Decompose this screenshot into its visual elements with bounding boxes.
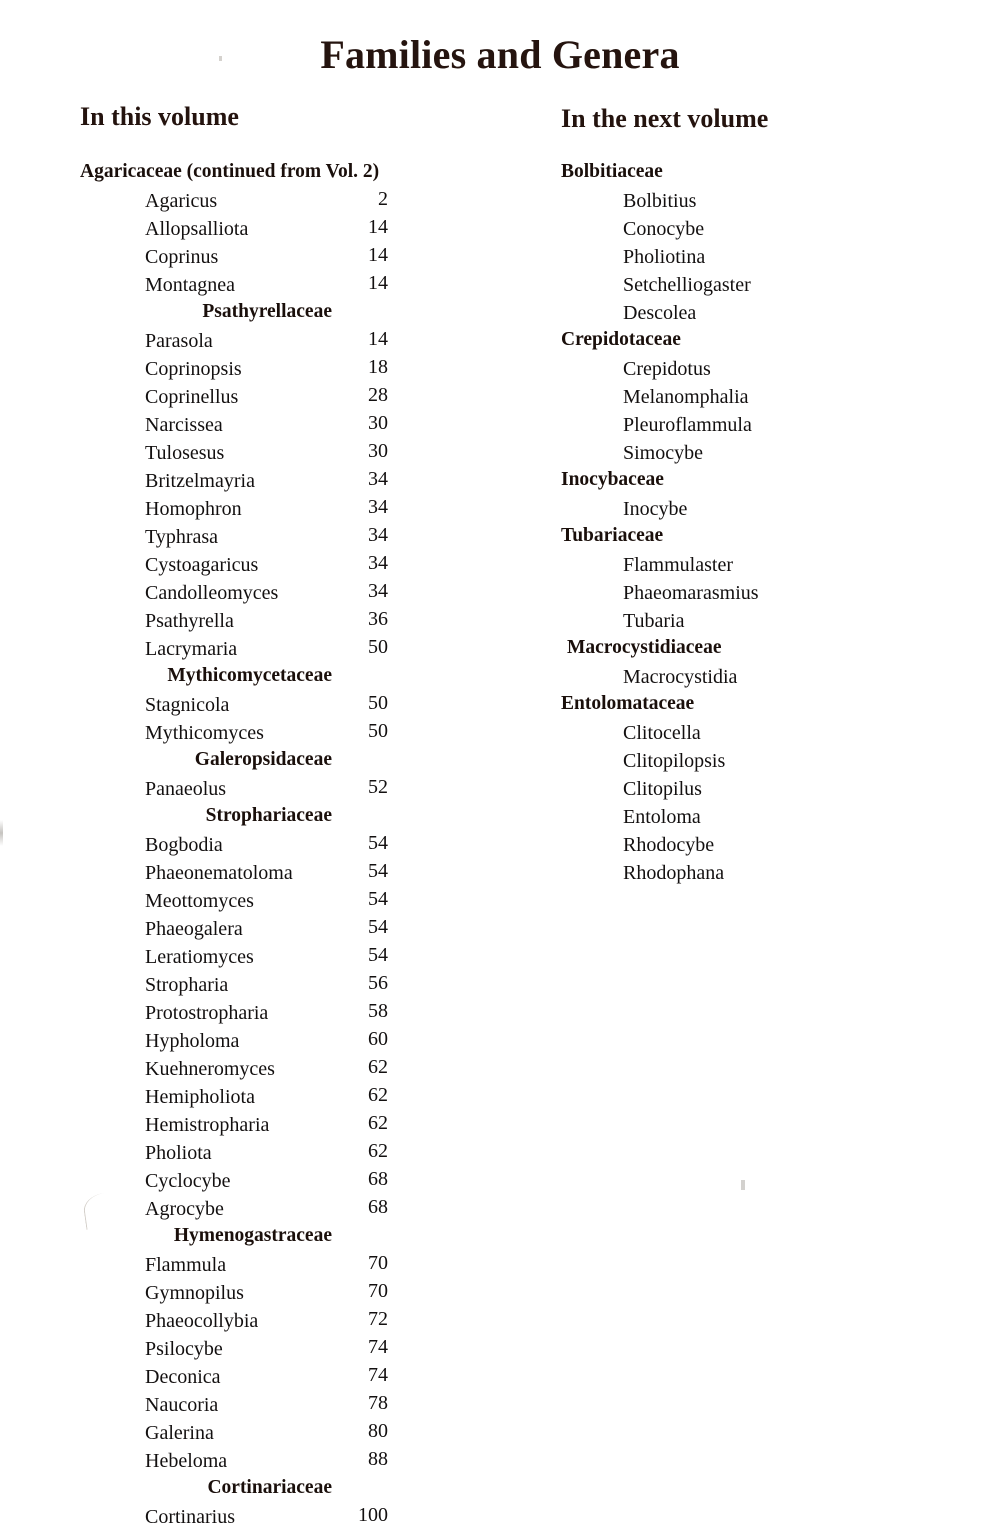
genus-page-number: 60 (368, 1028, 388, 1050)
genus-row (561, 776, 891, 804)
genus-row (561, 384, 891, 412)
genus-row (80, 1280, 400, 1308)
genus-name: Tulosesus (145, 442, 225, 464)
family-heading: Hymenogastraceae (173, 1225, 332, 1246)
genus-page-number: 14 (368, 328, 388, 350)
genus-name: Melanomphalia (623, 386, 749, 408)
genus-name: Protostropharia (145, 1002, 269, 1024)
genus-name: Parasola (145, 330, 213, 352)
genus-row (80, 216, 400, 244)
genus-page-number: 34 (368, 580, 388, 602)
genus-page-number: 14 (368, 244, 388, 266)
genus-page-number: 54 (368, 888, 388, 910)
genus-row (561, 748, 891, 776)
genus-name: Clitopilopsis (623, 750, 726, 772)
genus-row (80, 1028, 400, 1056)
genus-row (80, 776, 400, 804)
genus-page-number: 54 (368, 944, 388, 966)
genus-row (561, 580, 891, 608)
column-header-next-volume: In the next volume (561, 104, 769, 133)
genus-name: Britzelmayria (145, 470, 255, 492)
genus-page-number: 30 (368, 412, 388, 434)
family-heading: Entolomataceae (561, 693, 695, 714)
genus-name: Crepidotus (623, 358, 711, 380)
genus-page-number: 34 (368, 524, 388, 546)
genus-name: Bolbitius (623, 190, 697, 212)
genus-row (80, 1504, 400, 1532)
genus-name: Coprinus (145, 246, 219, 268)
genus-name: Meottomyces (145, 890, 254, 912)
genus-page-number: 72 (368, 1308, 388, 1330)
genus-page-number: 68 (368, 1168, 388, 1190)
genus-name: Mythicomyces (145, 722, 264, 744)
genus-page-number: 36 (368, 608, 388, 630)
family-heading: Psathyrellaceae (202, 301, 332, 322)
genus-row (80, 608, 400, 636)
genus-page-number: 56 (368, 972, 388, 994)
column-this-volume (80, 160, 400, 1532)
genus-page-number: 58 (368, 1000, 388, 1022)
genus-page-number: 34 (368, 552, 388, 574)
genus-name: Montagnea (145, 274, 235, 296)
genus-row (80, 1140, 400, 1168)
genus-page-number: 78 (368, 1392, 388, 1414)
genus-row (561, 244, 891, 272)
genus-row (80, 1252, 400, 1280)
genus-page-number: 88 (368, 1448, 388, 1470)
genus-name: Naucoria (145, 1394, 219, 1416)
genus-name: Coprinopsis (145, 358, 242, 380)
genus-page-number: 34 (368, 496, 388, 518)
genus-page-number: 62 (368, 1056, 388, 1078)
genus-row (561, 216, 891, 244)
genus-row (80, 860, 400, 888)
genus-page-number: 14 (368, 216, 388, 238)
genus-name: Bogbodia (145, 834, 223, 856)
genus-name: Cortinarius (145, 1506, 235, 1528)
genus-name: Hebeloma (145, 1450, 228, 1472)
genus-row (80, 1308, 400, 1336)
genus-row (561, 440, 891, 468)
family-heading: Tubariaceae (561, 525, 664, 546)
genus-row (80, 1000, 400, 1028)
genus-row (80, 1420, 400, 1448)
genus-row (80, 384, 400, 412)
genus-name: Rhodocybe (623, 834, 715, 856)
genus-row (80, 328, 400, 356)
genus-name: Agrocybe (145, 1198, 224, 1220)
genus-row (80, 1392, 400, 1420)
family-heading: Macrocystidiaceae (567, 637, 722, 658)
genus-page-number: 70 (368, 1252, 388, 1274)
genus-row (80, 468, 400, 496)
genus-name: Pholiota (145, 1142, 212, 1164)
genus-page-number: 52 (368, 776, 388, 798)
genus-name: Tubaria (623, 610, 685, 632)
genus-page-number: 54 (368, 832, 388, 854)
genus-row (80, 356, 400, 384)
genus-name: Conocybe (623, 218, 705, 240)
genus-name: Descolea (623, 302, 697, 324)
genus-page-number: 62 (368, 1112, 388, 1134)
family-heading: Strophariaceae (205, 805, 332, 826)
genus-row (80, 944, 400, 972)
genus-name: Agaricus (145, 190, 218, 212)
genus-row (80, 720, 400, 748)
genus-page-number: 50 (368, 692, 388, 714)
genus-name: Lacrymaria (145, 638, 238, 660)
genus-page-number: 74 (368, 1364, 388, 1386)
genus-name: Coprinellus (145, 386, 239, 408)
genus-name: Clitopilus (623, 778, 702, 800)
genus-row (80, 580, 400, 608)
genus-name: Panaeolus (145, 778, 227, 800)
scan-artifact-speck (741, 1180, 745, 1190)
genus-name: Pholiotina (623, 246, 706, 268)
genus-page-number: 74 (368, 1336, 388, 1358)
genus-name: Stagnicola (145, 694, 230, 716)
genus-row (80, 412, 400, 440)
family-heading: Crepidotaceae (561, 329, 681, 350)
genus-row (80, 832, 400, 860)
genus-row (80, 916, 400, 944)
genus-page-number: 34 (368, 468, 388, 490)
genus-page-number: 50 (368, 636, 388, 658)
genus-row (80, 1056, 400, 1084)
genus-page-number: 62 (368, 1084, 388, 1106)
scan-artifact-left-edge (0, 820, 3, 846)
genus-page-number: 100 (358, 1504, 388, 1526)
genus-name: Candolleomyces (145, 582, 279, 604)
genus-row (561, 552, 891, 580)
genus-row (80, 440, 400, 468)
genus-name: Narcissea (145, 414, 223, 436)
genus-row (80, 972, 400, 1000)
genus-row (561, 720, 891, 748)
genus-name: Deconica (145, 1366, 221, 1388)
genus-page-number: 18 (368, 356, 388, 378)
genus-row (80, 888, 400, 916)
genus-name: Hypholoma (145, 1030, 240, 1052)
genus-row (561, 300, 891, 328)
genus-name: Entoloma (623, 806, 701, 828)
family-heading: Inocybaceae (561, 469, 664, 490)
genus-row (561, 804, 891, 832)
genus-row (80, 552, 400, 580)
genus-row (80, 636, 400, 664)
genus-name: Inocybe (623, 498, 688, 520)
genus-name: Homophron (145, 498, 242, 520)
page-title: Families and Genera (320, 32, 680, 77)
genus-row (80, 1336, 400, 1364)
genus-name: Kuehneromyces (145, 1058, 275, 1080)
genus-name: Leratiomyces (145, 946, 254, 968)
genus-page-number: 2 (378, 188, 388, 210)
genus-name: Cyclocybe (145, 1170, 231, 1192)
genus-row (80, 1364, 400, 1392)
genus-page-number: 28 (368, 384, 388, 406)
genus-row (561, 496, 891, 524)
genus-row (80, 496, 400, 524)
genus-row (561, 664, 891, 692)
genus-row (80, 272, 400, 300)
genus-name: Typhrasa (145, 526, 219, 548)
genus-page-number: 62 (368, 1140, 388, 1162)
column-next-volume (561, 160, 891, 888)
genus-name: Gymnopilus (145, 1282, 244, 1304)
genus-row (561, 412, 891, 440)
genus-row (80, 1448, 400, 1476)
genus-name: Hemistropharia (145, 1114, 270, 1136)
genus-page-number: 30 (368, 440, 388, 462)
genus-name: Allopsalliota (145, 218, 249, 240)
genus-row (80, 1112, 400, 1140)
genus-name: Pleuroflammula (623, 414, 752, 436)
family-heading: Galeropsidaceae (194, 749, 332, 770)
genus-name: Phaeocollybia (145, 1310, 259, 1332)
genus-name: Rhodophana (623, 862, 725, 884)
genus-name: Phaeomarasmius (623, 582, 759, 604)
genus-name: Flammulaster (623, 554, 733, 576)
genus-name: Clitocella (623, 722, 701, 744)
genus-page-number: 68 (368, 1196, 388, 1218)
family-heading: Agaricaceae (continued from Vol. 2) (80, 161, 380, 182)
genus-row (80, 692, 400, 720)
genus-row (561, 608, 891, 636)
genus-page-number: 54 (368, 916, 388, 938)
genus-name: Setchelliogaster (623, 274, 751, 296)
column-header-this-volume: In this volume (80, 102, 239, 131)
genus-row (80, 524, 400, 552)
genus-page-number: 54 (368, 860, 388, 882)
genus-row (561, 860, 891, 888)
genus-row (561, 272, 891, 300)
genus-row (561, 188, 891, 216)
genus-page-number: 80 (368, 1420, 388, 1442)
genus-row (80, 1168, 400, 1196)
family-heading: Bolbitiaceae (561, 161, 663, 182)
genus-name: Psilocybe (145, 1338, 223, 1360)
genus-page-number: 50 (368, 720, 388, 742)
genus-name: Cystoagaricus (145, 554, 259, 576)
genus-name: Flammula (145, 1254, 227, 1276)
genus-row (80, 188, 400, 216)
family-heading: Cortinariaceae (207, 1477, 332, 1498)
family-heading: Mythicomycetaceae (167, 665, 332, 686)
genus-row (561, 356, 891, 384)
genus-page-number: 70 (368, 1280, 388, 1302)
genus-name: Simocybe (623, 442, 703, 464)
genus-row (561, 832, 891, 860)
genus-row (80, 1196, 400, 1224)
genus-name: Stropharia (145, 974, 229, 996)
genus-row (80, 1084, 400, 1112)
genus-row (80, 244, 400, 272)
genus-page-number: 14 (368, 272, 388, 294)
genus-name: Hemipholiota (145, 1086, 255, 1108)
genus-name: Psathyrella (145, 610, 234, 632)
genus-name: Galerina (145, 1422, 214, 1444)
genus-name: Phaeonematoloma (145, 862, 293, 884)
genus-name: Macrocystidia (623, 666, 738, 688)
genus-name: Phaeogalera (145, 918, 243, 940)
